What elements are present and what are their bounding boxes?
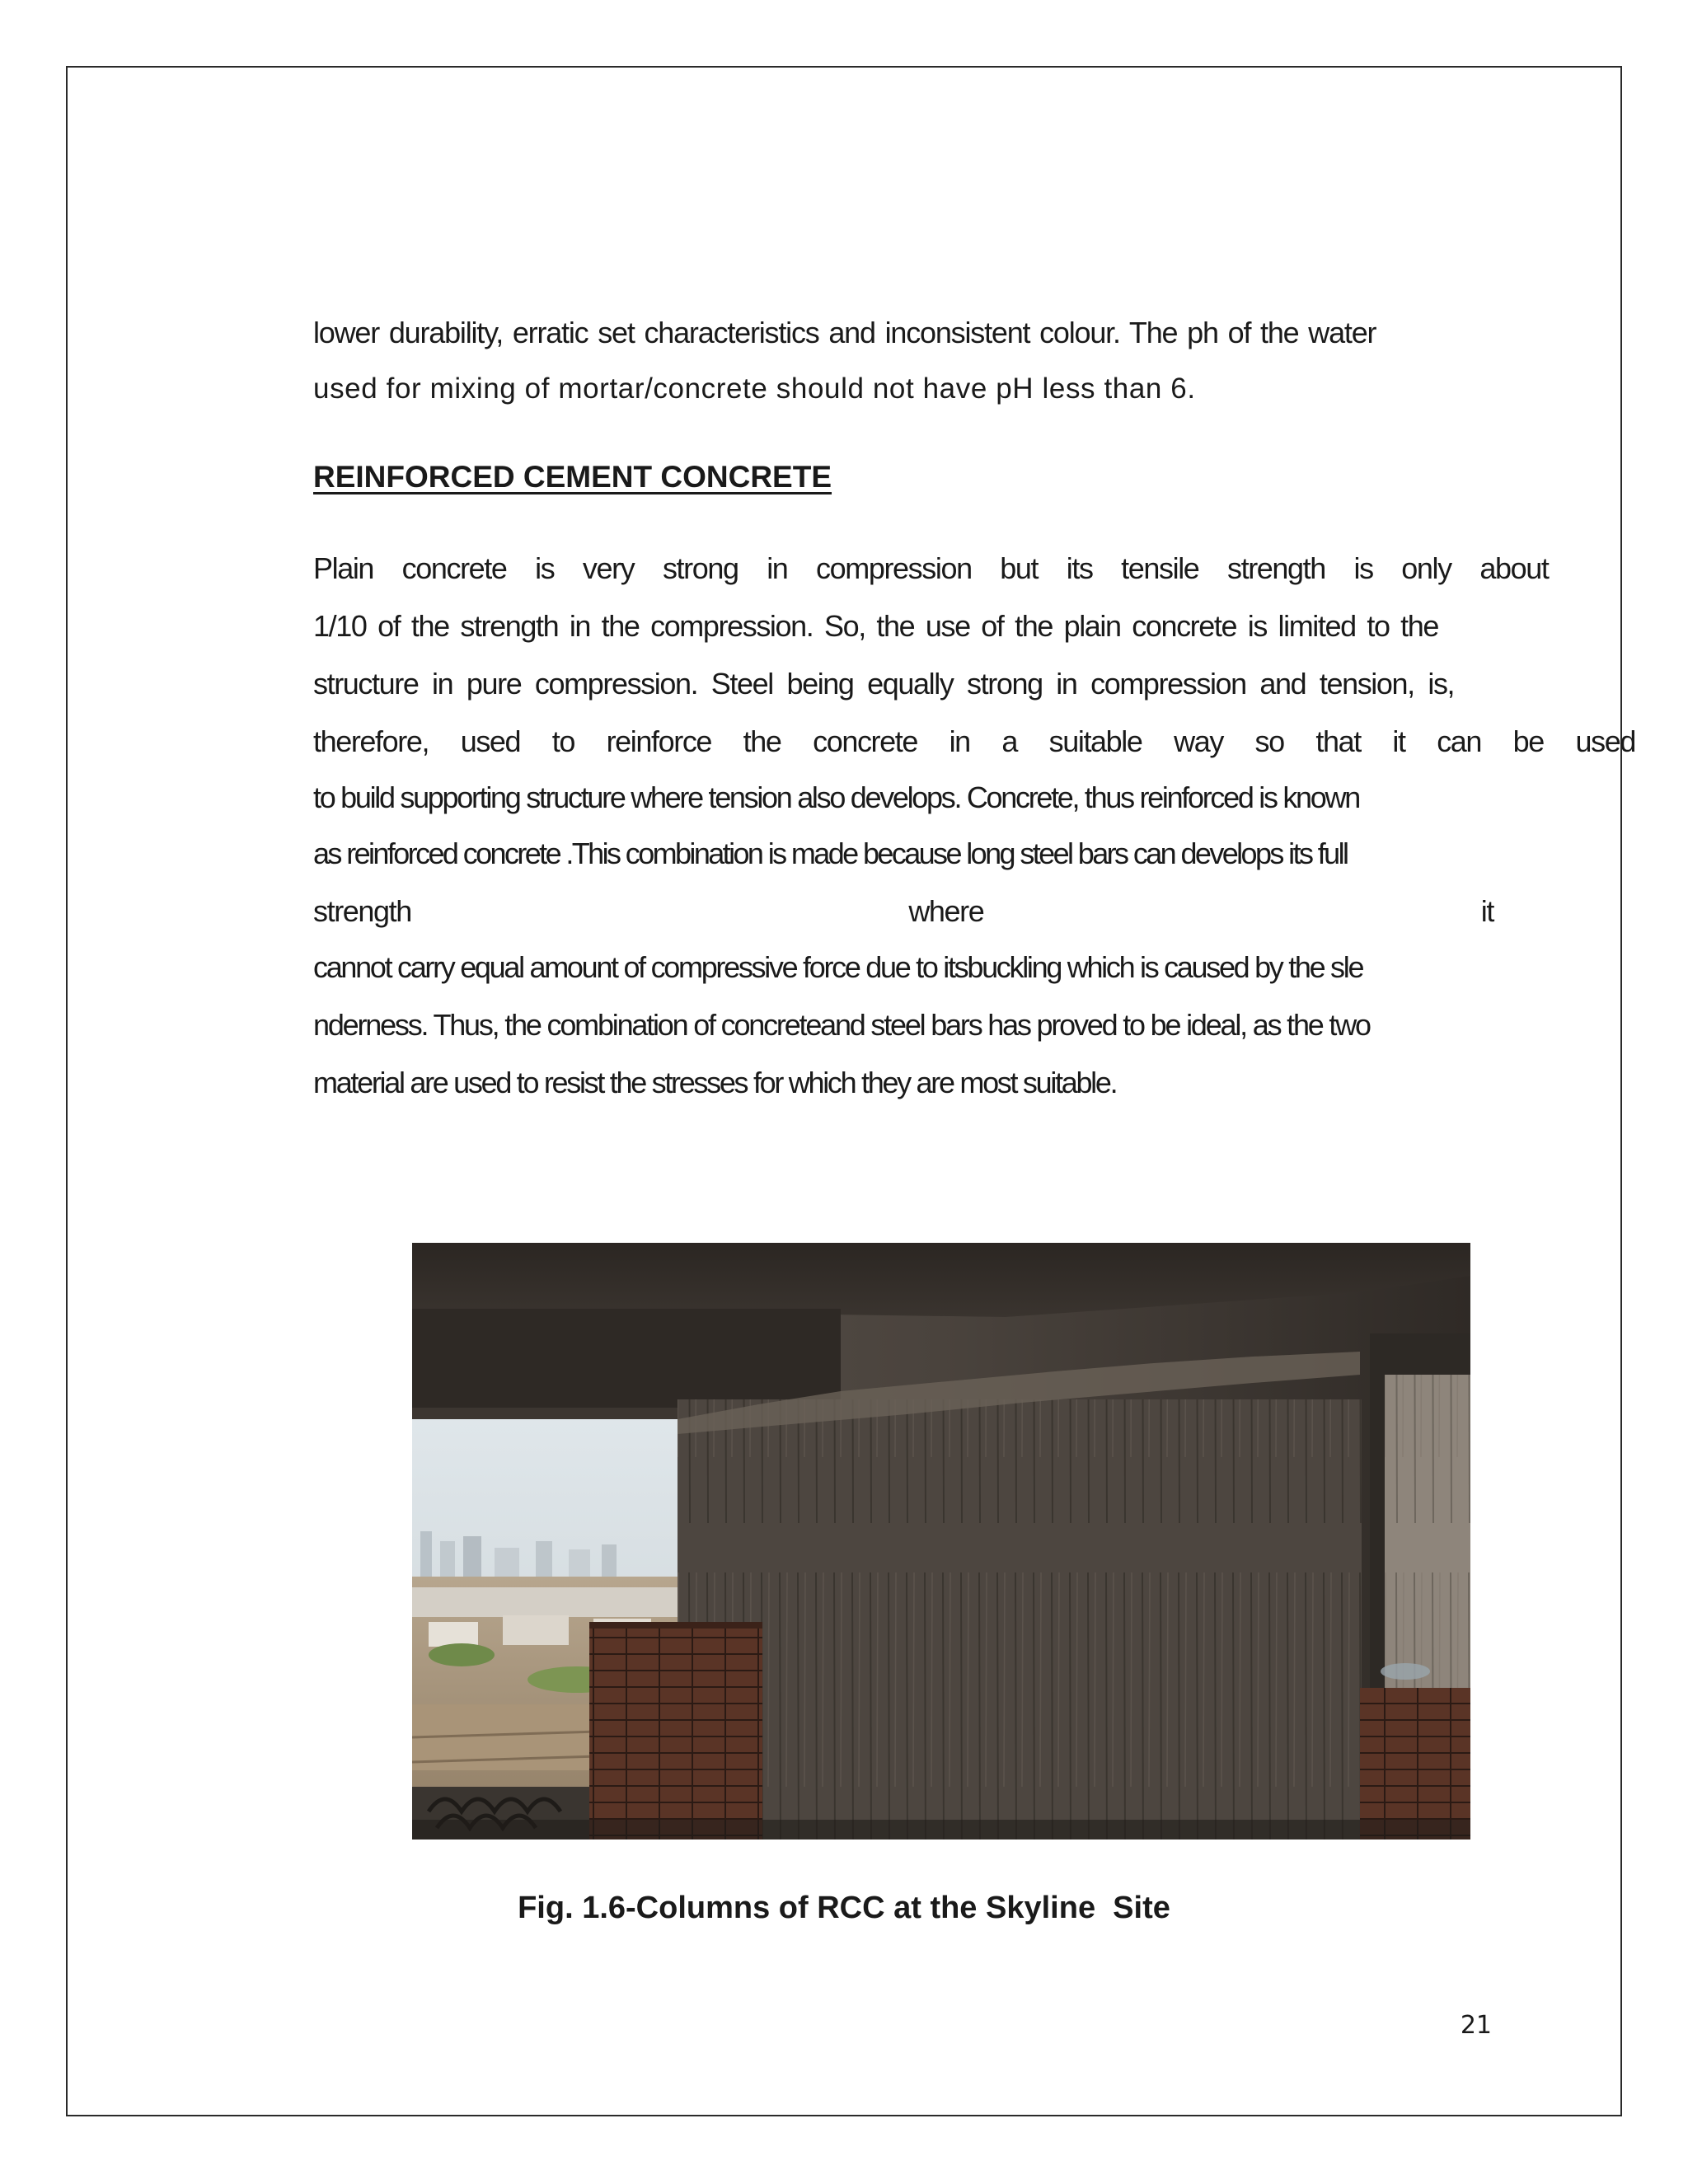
figure-caption: Fig. 1.6-Columns of RCC at the Skyline Site: [518, 1891, 1170, 1925]
rcc-columns-photo: [412, 1243, 1470, 1840]
paragraph-line-7-word-1: strength: [313, 894, 411, 928]
intro-line-1: [313, 315, 1493, 351]
paragraph-line-10: material are used to resist the stresses for which they are most suitable.: [313, 1066, 1117, 1099]
paragraph-line-7-word-2: where: [908, 894, 984, 928]
paragraph-line-3: structure in pure compression. Steel being equally strong in compression and tension, is,: [313, 667, 1455, 701]
paragraph-line-5: to build supporting structure where tension also develops. Concrete, thus reinforced is known: [313, 780, 1359, 814]
paragraph-line-7-word-3: it: [1480, 894, 1493, 928]
intro-line-2-text: used for mixing of mortar/concrete should not have pH less than 6.: [313, 373, 1196, 405]
page-number: 21: [1460, 2011, 1492, 2040]
paragraph-line-1: Plain concrete is very strong in compression but its tensile strength is only about: [313, 551, 1549, 585]
rcc-columns-photo-drawing: [412, 1243, 1470, 1840]
paragraph-line-2: 1/10 of the strength in the compression. So, the use of the plain concrete is limited to the: [313, 609, 1439, 643]
paragraph-line-8: cannot carry equal amount of compressive force due to itsbuckling which is caused by the sle: [313, 950, 1363, 984]
paragraph-line-4: therefore, used to reinforce the concrete in a suitable way so that it can be used: [313, 724, 1635, 758]
paragraph-line-9: nderness. Thus, the combination of concreteand steel bars has proved to be ideal, as the two: [313, 1008, 1370, 1042]
paragraph-line-6: as reinforced concrete .This combination is made because long steel bars can develops its full: [313, 837, 1348, 870]
section-heading: REINFORCED CEMENT CONCRETE: [313, 460, 832, 494]
intro-line-2: [313, 371, 1493, 407]
intro-line-1-text: lower durability, erratic set characteristics and inconsistent colour. The ph of the water: [313, 316, 1376, 349]
paragraph-line-7: [313, 893, 1493, 930]
